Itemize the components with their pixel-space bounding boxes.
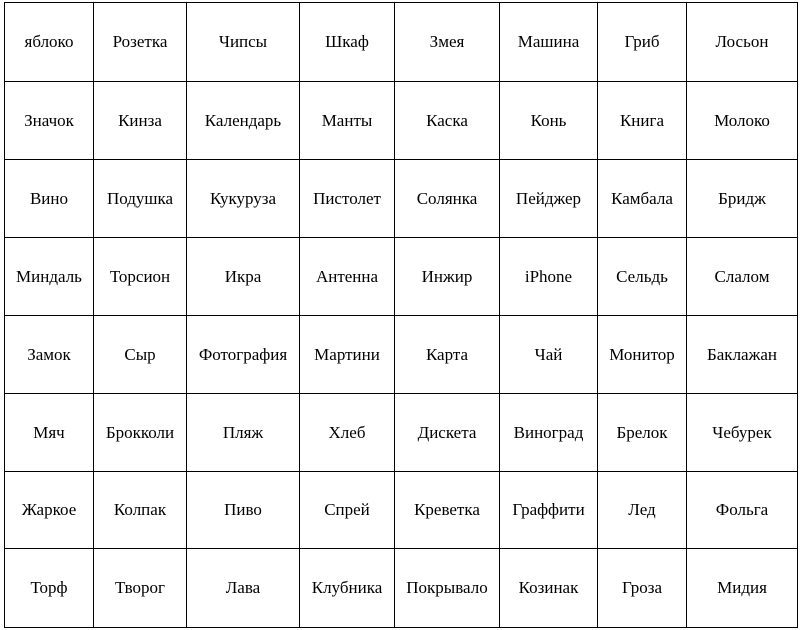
word-cell: Пистолет [300, 160, 395, 238]
word-cell: Шкаф [300, 3, 395, 82]
word-cell: Мартини [300, 316, 395, 394]
word-cell: Лосьон [687, 3, 798, 82]
word-cell: Колпак [94, 472, 187, 549]
word-cell: Чай [500, 316, 598, 394]
word-cell: Машина [500, 3, 598, 82]
word-cell: Козинак [500, 549, 598, 628]
word-cell: Конь [500, 82, 598, 160]
word-cell: Значок [5, 82, 94, 160]
word-cell: iPhone [500, 238, 598, 316]
word-cell: Покрывало [395, 549, 500, 628]
word-cell: Монитор [598, 316, 687, 394]
word-cell: Клубника [300, 549, 395, 628]
word-cell: Гроза [598, 549, 687, 628]
table-row [5, 82, 798, 160]
word-cell: Чипсы [187, 3, 300, 82]
word-cell: Лед [598, 472, 687, 549]
word-cell: Творог [94, 549, 187, 628]
word-cell: Спрей [300, 472, 395, 549]
word-cell: Пейджер [500, 160, 598, 238]
word-cell: Каска [395, 82, 500, 160]
word-cell: Торсион [94, 238, 187, 316]
word-cell: Виноград [500, 394, 598, 472]
table-row [5, 238, 798, 316]
word-cell: Бридж [687, 160, 798, 238]
word-cell: Антенна [300, 238, 395, 316]
word-cell: Молоко [687, 82, 798, 160]
word-cell: Подушка [94, 160, 187, 238]
word-cell: Дискета [395, 394, 500, 472]
word-cell: Лава [187, 549, 300, 628]
word-cell: Торф [5, 549, 94, 628]
word-cell: Карта [395, 316, 500, 394]
table-row [5, 472, 798, 549]
word-cell: Брелок [598, 394, 687, 472]
word-cell: Сыр [94, 316, 187, 394]
word-cell: Солянка [395, 160, 500, 238]
word-cell: Мидия [687, 549, 798, 628]
word-cell: Кукуруза [187, 160, 300, 238]
word-cell: Креветка [395, 472, 500, 549]
word-cell: Слалом [687, 238, 798, 316]
word-cell: Замок [5, 316, 94, 394]
word-cell: яблоко [5, 3, 94, 82]
table-row [5, 549, 798, 628]
word-cell: Пляж [187, 394, 300, 472]
table-row [5, 3, 798, 82]
word-cell: Икра [187, 238, 300, 316]
word-cell: Баклажан [687, 316, 798, 394]
word-cell: Фотография [187, 316, 300, 394]
table-row [5, 394, 798, 472]
word-cell: Календарь [187, 82, 300, 160]
word-cell: Фольга [687, 472, 798, 549]
word-cell: Гриб [598, 3, 687, 82]
word-cell: Камбала [598, 160, 687, 238]
word-grid-table [4, 2, 798, 628]
word-cell: Мяч [5, 394, 94, 472]
word-cell: Книга [598, 82, 687, 160]
word-cell: Сельдь [598, 238, 687, 316]
word-cell: Граффити [500, 472, 598, 549]
word-cell: Инжир [395, 238, 500, 316]
word-cell: Миндаль [5, 238, 94, 316]
word-cell: Хлеб [300, 394, 395, 472]
word-cell: Манты [300, 82, 395, 160]
word-cell: Кинза [94, 82, 187, 160]
word-cell: Чебурек [687, 394, 798, 472]
word-cell: Змея [395, 3, 500, 82]
word-cell: Пиво [187, 472, 300, 549]
word-cell: Брокколи [94, 394, 187, 472]
table-row [5, 160, 798, 238]
word-cell: Вино [5, 160, 94, 238]
word-cell: Розетка [94, 3, 187, 82]
table-row [5, 316, 798, 394]
word-cell: Жаркое [5, 472, 94, 549]
